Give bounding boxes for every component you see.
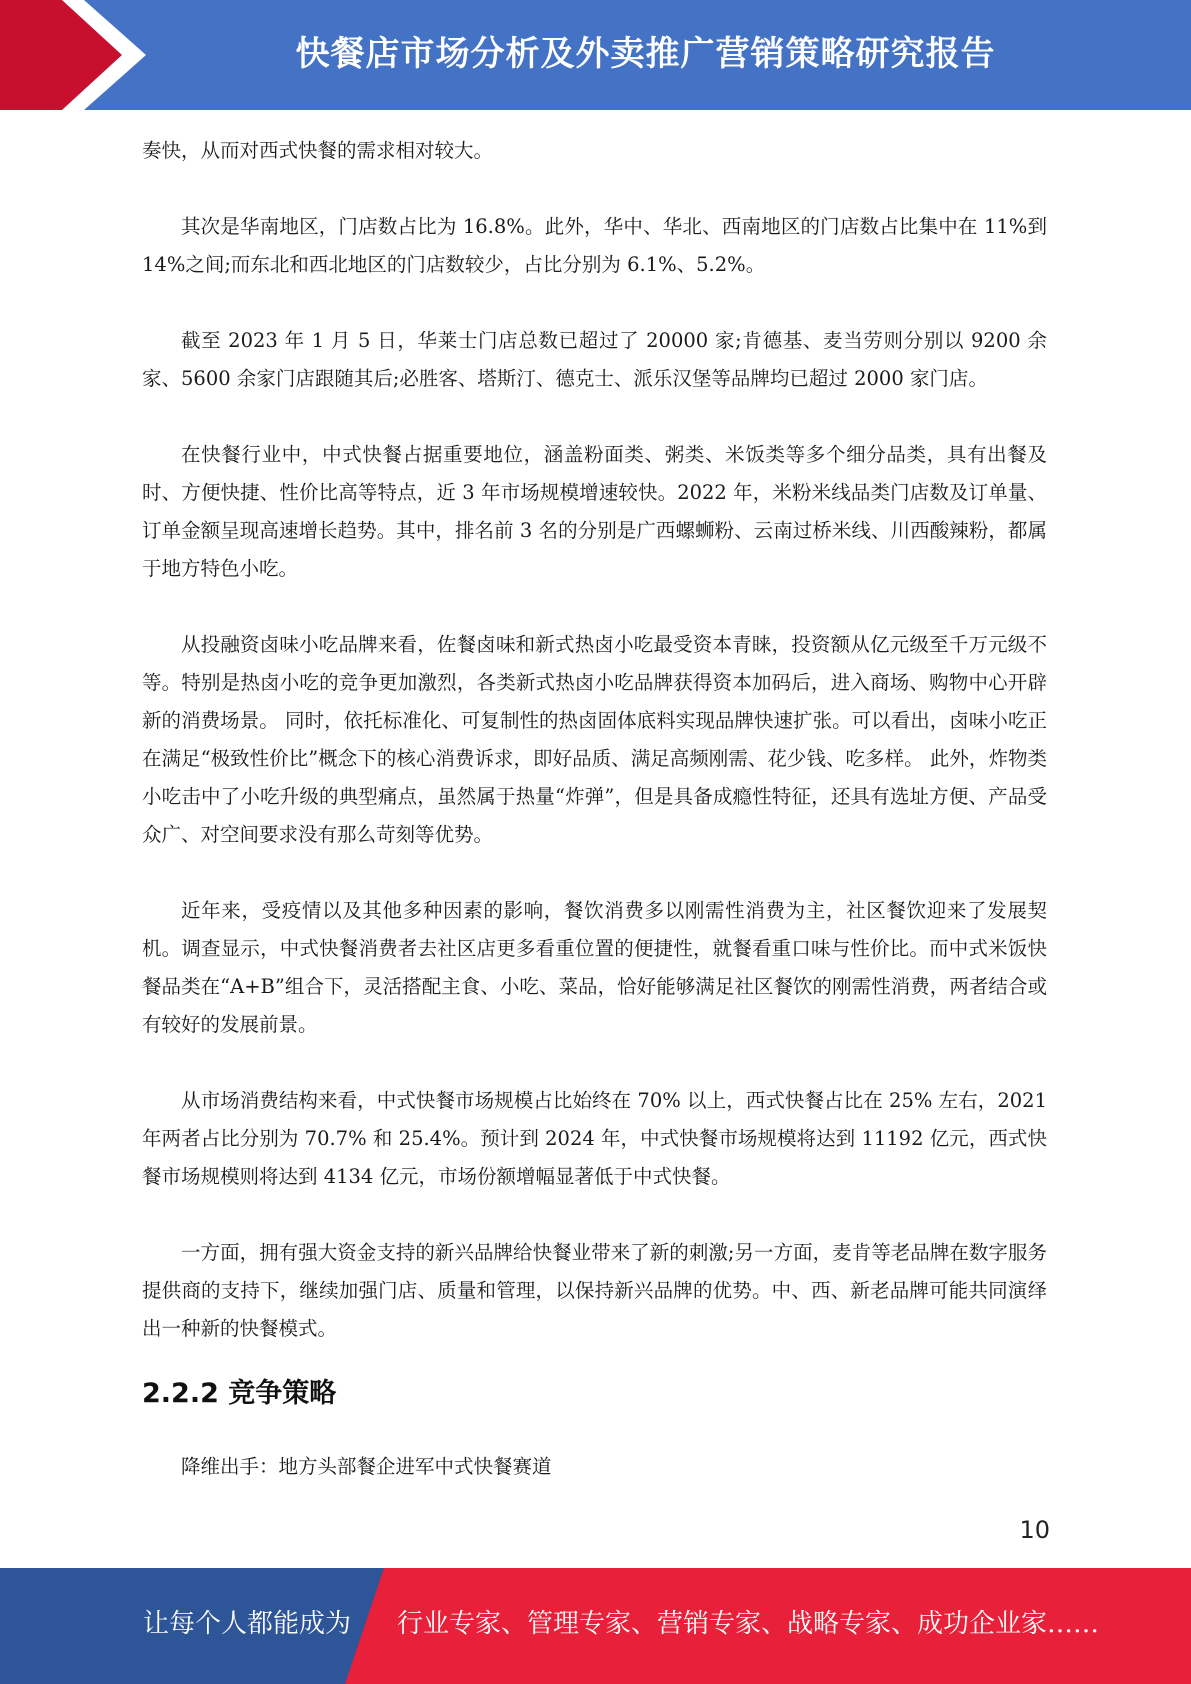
paragraph: 从投融资卤味小吃品牌来看，佐餐卤味和新式热卤小吃最受资本青睐，投资额从亿元级至千万元级不等。特别是热卤小吃的竞争更加激烈，各类新式热卤小吃品牌获得资本加码后，进入商场、购物中心开辟新的消费场景。 同时，依托标准化、可复制性的热卤固体底料实现品牌快速扩张。可以看出，卤味小吃正在满足“极致性价比”概念下的核心消费诉求，即好品质、满足高频刚需、花少钱、吃多样。 此外，炸物类小吃击中了小吃升级的典型痛点，虽然属于热量“炸弹”，但是具备成瘾性特征，还具有选址方便、产品受众广、对空间要求没有那么苛刻等优势。 [142, 633, 1047, 846]
footer-slogan-right: 行业专家、管理专家、营销专家、战略专家、成功企业家…… [397, 1609, 1100, 1639]
paragraph: 近年来，受疫情以及其他多种因素的影响，餐饮消费多以刚需性消费为主，社区餐饮迎来了发展契机。调查显示，中式快餐消费者去社区店更多看重位置的便捷性，就餐看重口味与性价比。而中式米饭快餐品类在“A+B”组合下，灵活搭配主食、小吃、菜品，恰好能够满足社区餐饮的刚需性消费，两者结合或有较好的发展前景。 [142, 899, 1047, 1036]
paragraph: 奏快，从而对西式快餐的需求相对较大。 [142, 139, 494, 162]
header-arrow-decoration [0, 0, 160, 110]
paragraph: 截至 2023 年 1 月 5 日，华莱士门店总数已超过了 20000 家;肯德基、麦当劳则分别以 9200 余家、5600 余家门店跟随其后;必胜客、塔斯汀、德克士、派乐汉堡等品牌均已超过 2000 家门店。 [142, 329, 1047, 390]
page-number: 10 [1019, 1516, 1050, 1544]
footer-slogan-left: 让每个人都能成为 [143, 1609, 352, 1639]
page-header [0, 0, 1191, 110]
paragraph: 一方面，拥有强大资金支持的新兴品牌给快餐业带来了新的刺激;另一方面，麦肯等老品牌在数字服务提供商的支持下，继续加强门店、质量和管理，以保持新兴品牌的优势。中、西、新老品牌可能共同演绎出一种新的快餐模式。 [142, 1241, 1047, 1340]
paragraph: 其次是华南地区，门店数占比为 16.8%。此外，华中、华北、西南地区的门店数占比集中在 11%到 14%之间;而东北和西北地区的门店数较少，占比分别为 6.1%、5.2%。 [142, 215, 1047, 276]
paragraph: 从市场消费结构来看，中式快餐市场规模占比始终在 70% 以上，西式快餐占比在 25% 左右，2021 年两者占比分别为 70.7% 和 25.4%。预计到 2024 年，中式快餐市场规模将达到 11192 亿元，西式快餐市场规模则将达到 4134 亿元，市场份额增幅显著低于中式快餐。 [142, 1089, 1047, 1188]
section-heading: 2.2.2 竞争策略 [142, 1378, 337, 1409]
document-body [142, 132, 1047, 1524]
paragraph: 在快餐行业中，中式快餐占据重要地位，涵盖粉面类、粥类、米饭类等多个细分品类，具有出餐及时、方便快捷、性价比高等特点，近 3 年市场规模增速较快。2022 年，米粉米线品类门店数及订单量、订单金额呈现高速增长趋势。其中，排名前 3 名的分别是广西螺蛳粉、云南过桥米线、川西酸辣粉，都属于地方特色小吃。 [142, 443, 1047, 580]
paragraph: 降维出手：地方头部餐企进军中式快餐赛道 [181, 1455, 552, 1478]
page-footer [0, 1568, 1191, 1684]
report-title: 快餐店市场分析及外卖推广营销策略研究报告 [295, 34, 996, 74]
